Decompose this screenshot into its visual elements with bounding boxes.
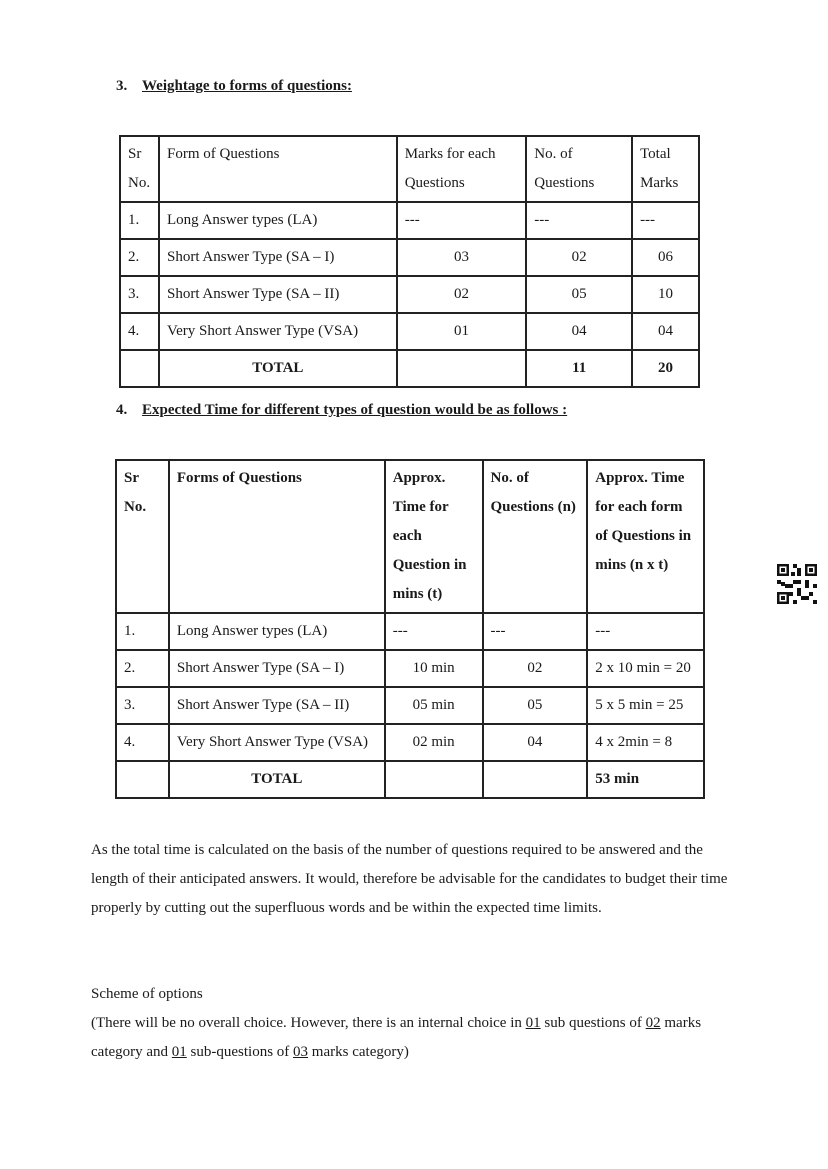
cell-form: Short Answer Type (SA – II) xyxy=(169,687,385,724)
options-text-part: sub-questions of xyxy=(186,1044,294,1060)
total-label: TOTAL xyxy=(159,350,397,387)
qr-code-icon xyxy=(777,564,817,604)
cell-time: 05 min xyxy=(385,687,483,724)
section-4-heading xyxy=(116,402,567,419)
cell-time: 02 min xyxy=(385,724,483,761)
table-row xyxy=(120,239,699,276)
options-text-part: (There will be no overall choice. However, there is an internal choice in xyxy=(91,1015,526,1031)
options-value: 01 xyxy=(525,1015,541,1031)
cell-form: Short Answer Type (SA – II) xyxy=(159,276,397,313)
cell-sr: 1. xyxy=(116,613,169,650)
cell-count: --- xyxy=(526,202,632,239)
total-count: 11 xyxy=(526,350,632,387)
options-value: 01 xyxy=(171,1044,187,1060)
table-row xyxy=(116,687,704,724)
cell-form: Short Answer Type (SA – I) xyxy=(159,239,397,276)
header-time: Approx. Time for each Question in mins (t) xyxy=(385,460,483,613)
table-header-row xyxy=(120,136,699,202)
options-text-part: sub questions of xyxy=(540,1015,646,1031)
cell-empty xyxy=(116,761,169,798)
cell-total: --- xyxy=(632,202,699,239)
cell-empty xyxy=(397,350,527,387)
weightage-table xyxy=(119,135,700,388)
options-value: 02 xyxy=(645,1015,661,1031)
cell-form: Long Answer types (LA) xyxy=(159,202,397,239)
header-count: No. of Questions xyxy=(526,136,632,202)
scheme-of-options-text xyxy=(91,1009,731,1067)
cell-time: --- xyxy=(385,613,483,650)
table-row xyxy=(116,650,704,687)
cell-marks: 02 xyxy=(397,276,527,313)
header-total: Total Marks xyxy=(632,136,699,202)
table-row xyxy=(120,202,699,239)
cell-empty xyxy=(120,350,159,387)
total-row xyxy=(116,761,704,798)
total-marks: 20 xyxy=(632,350,699,387)
cell-count: 05 xyxy=(483,687,588,724)
header-sr: Sr No. xyxy=(120,136,159,202)
section-4-title: Expected Time for different types of question would be as follows : xyxy=(142,402,568,418)
cell-time: 10 min xyxy=(385,650,483,687)
options-value: 03 xyxy=(293,1044,309,1060)
cell-count: 04 xyxy=(526,313,632,350)
cell-empty xyxy=(385,761,483,798)
cell-total: 2 x 10 min = 20 xyxy=(587,650,704,687)
cell-total: --- xyxy=(587,613,704,650)
header-marks: Marks for each Questions xyxy=(397,136,527,202)
section-3-heading xyxy=(116,78,352,95)
cell-total: 04 xyxy=(632,313,699,350)
cell-total: 10 xyxy=(632,276,699,313)
explanation-paragraph: As the total time is calculated on the basis of the number of questions required to be answered and the length of their anticipated answers. It would, therefore be advisable for the candidates to budget their time properly by cutting out the superfluous words and be within the expected time limits. xyxy=(91,842,728,916)
table-header-row xyxy=(116,460,704,613)
total-time: 53 min xyxy=(587,761,704,798)
header-form: Forms of Questions xyxy=(169,460,385,613)
scheme-of-options-title: Scheme of options xyxy=(91,986,203,1002)
cell-count: 05 xyxy=(526,276,632,313)
table-row xyxy=(120,276,699,313)
total-row xyxy=(120,350,699,387)
cell-count: --- xyxy=(483,613,588,650)
cell-sr: 3. xyxy=(116,687,169,724)
header-form: Form of Questions xyxy=(159,136,397,202)
table-row xyxy=(116,613,704,650)
cell-marks: 01 xyxy=(397,313,527,350)
cell-sr: 2. xyxy=(116,650,169,687)
cell-form: Short Answer Type (SA – I) xyxy=(169,650,385,687)
options-text-part: marks category and xyxy=(91,1015,702,1060)
cell-form: Very Short Answer Type (VSA) xyxy=(169,724,385,761)
total-label: TOTAL xyxy=(169,761,385,798)
cell-form: Very Short Answer Type (VSA) xyxy=(159,313,397,350)
cell-marks: --- xyxy=(397,202,527,239)
cell-form: Long Answer types (LA) xyxy=(169,613,385,650)
section-3-number: 3. xyxy=(116,78,128,94)
options-text-part: marks category) xyxy=(308,1044,409,1060)
expected-time-table xyxy=(115,459,705,799)
cell-sr: 1. xyxy=(120,202,159,239)
cell-sr: 3. xyxy=(120,276,159,313)
table-row xyxy=(116,724,704,761)
cell-sr: 4. xyxy=(116,724,169,761)
table-row xyxy=(120,313,699,350)
cell-total: 5 x 5 min = 25 xyxy=(587,687,704,724)
cell-total: 4 x 2min = 8 xyxy=(587,724,704,761)
header-total-time: Approx. Time for each form of Questions in mins (n x t) xyxy=(587,460,704,613)
cell-count: 04 xyxy=(483,724,588,761)
cell-total: 06 xyxy=(632,239,699,276)
section-4-number: 4. xyxy=(116,402,128,418)
cell-count: 02 xyxy=(526,239,632,276)
cell-marks: 03 xyxy=(397,239,527,276)
header-count: No. of Questions (n) xyxy=(483,460,588,613)
cell-empty xyxy=(483,761,588,798)
section-3-title: Weightage to forms of questions: xyxy=(142,78,352,94)
cell-sr: 4. xyxy=(120,313,159,350)
cell-count: 02 xyxy=(483,650,588,687)
header-sr: Sr No. xyxy=(116,460,169,613)
cell-sr: 2. xyxy=(120,239,159,276)
